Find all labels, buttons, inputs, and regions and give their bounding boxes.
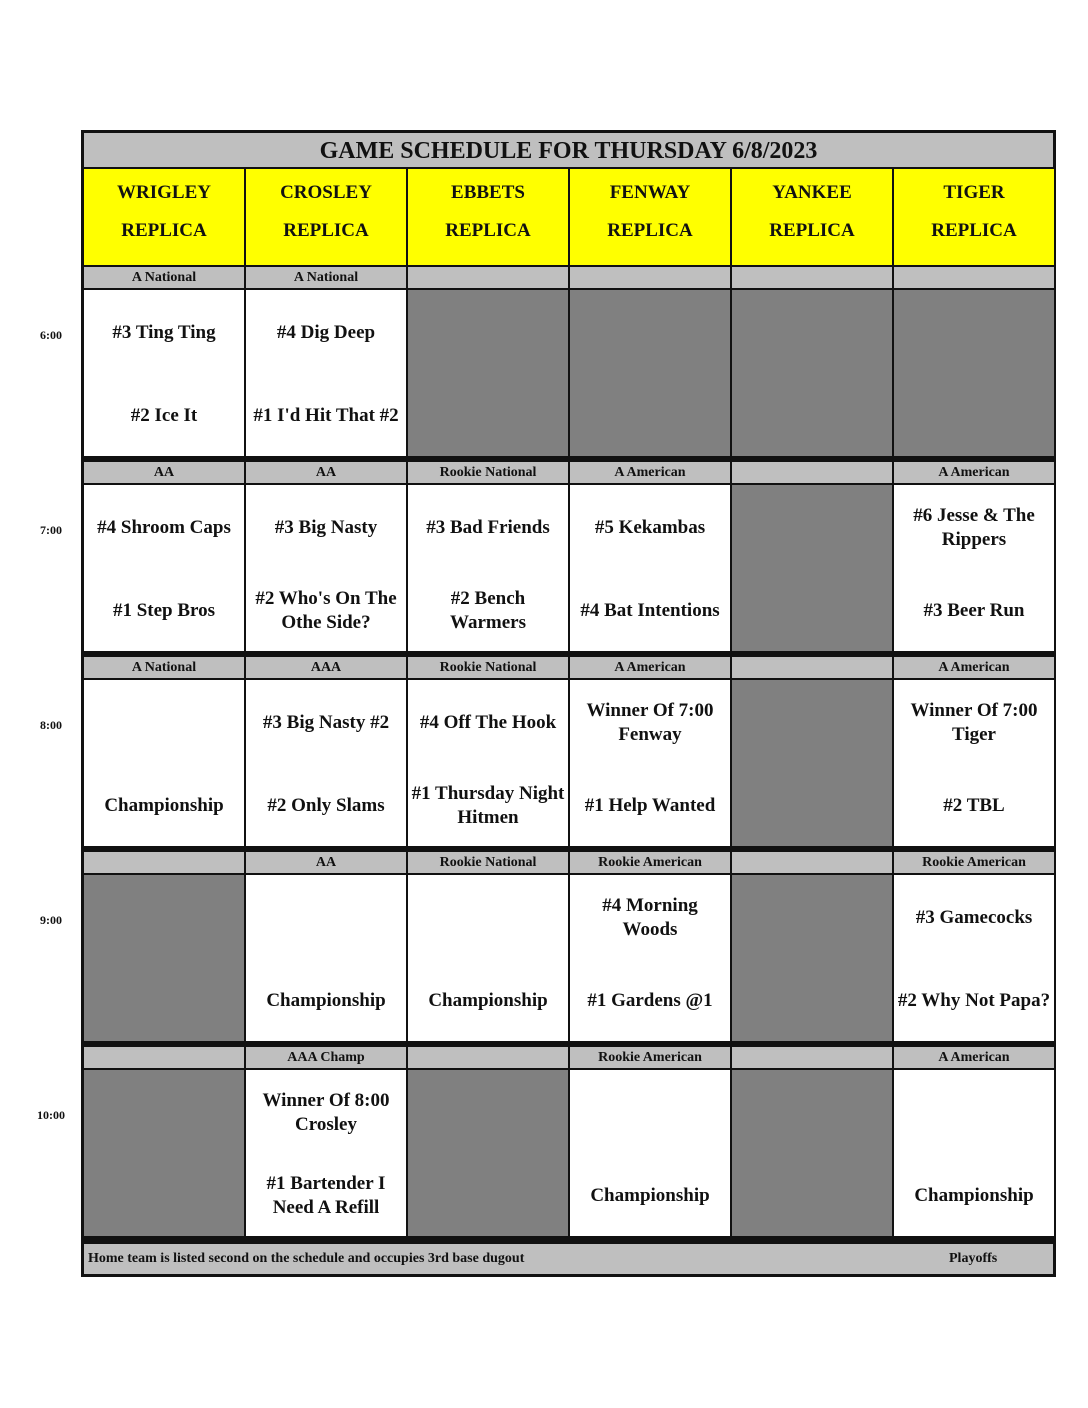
home-team: #2 Ice It [130,405,198,426]
division-label: A National [84,657,244,678]
empty-field-cell [408,290,568,456]
away-team: #6 Jesse & The Rippers [913,505,1035,550]
division-label: Rookie American [570,852,730,873]
footer-note: Home team is listed second on the schedule and occupies 3rd base dugout [88,1251,525,1266]
home-team: #1 Thursday Night Hitmen [411,783,565,828]
game-cell [246,680,406,846]
home-team: Championship [914,1185,1034,1206]
empty-field-cell [408,1070,568,1236]
division-label: Rookie American [894,852,1054,873]
away-team: #3 Big Nasty [274,517,378,538]
away-team: #4 Shroom Caps [97,517,231,538]
field-subtitle: REPLICA [283,220,369,241]
game-cell [894,485,1054,651]
field-header-wrigley [84,169,244,265]
game-cell [246,875,406,1041]
game-cell [408,485,568,651]
away-team: Winner Of 7:00 Fenway [586,700,714,745]
field-subtitle: REPLICA [121,220,207,241]
home-team: #2 Only Slams [267,795,385,816]
field-subtitle: REPLICA [445,220,531,241]
away-team: #3 Gamecocks [915,907,1033,928]
division-label [732,1047,892,1068]
away-team: #4 Dig Deep [276,322,376,343]
division-label [732,462,892,483]
away-team: #3 Big Nasty #2 [262,712,390,733]
field-name: YANKEE [772,182,852,203]
division-label: Rookie National [408,657,568,678]
division-label: A National [84,267,244,288]
division-label: A American [894,657,1054,678]
field-name: EBBETS [451,182,525,203]
division-label: Rookie American [570,1047,730,1068]
game-cell [570,680,730,846]
division-label [408,1047,568,1068]
game-cell [84,680,244,846]
home-team: #1 I'd Hit That #2 [253,405,399,426]
away-team: #3 Bad Friends [426,517,550,538]
division-label [732,657,892,678]
away-team [573,1070,727,1156]
game-cell [570,1070,730,1236]
home-team: Championship [104,795,224,816]
away-team: #3 Ting Ting [112,322,216,343]
time-label: 7:00 [40,523,62,537]
division-label: Rookie National [408,462,568,483]
empty-field-cell [570,290,730,456]
game-cell [246,485,406,651]
game-cell [84,290,244,456]
game-cell [570,875,730,1041]
field-subtitle: REPLICA [769,220,855,241]
field-header-fenway [570,169,730,265]
home-team: Championship [266,990,386,1011]
away-team: Winner Of 8:00 Crosley [262,1090,390,1135]
game-cell [408,680,568,846]
division-label: A American [894,1047,1054,1068]
division-label: A American [570,462,730,483]
time-label: 8:00 [40,718,62,732]
empty-field-cell [84,1070,244,1236]
home-team: #4 Bat Intentions [580,600,720,621]
division-label: AAA Champ [246,1047,406,1068]
division-label: Rookie National [408,852,568,873]
empty-field-cell [84,875,244,1041]
division-label [84,852,244,873]
away-team: #4 Morning Woods [602,895,698,940]
field-name: CROSLEY [280,182,372,203]
game-cell [894,875,1054,1041]
time-label: 6:00 [40,328,62,342]
empty-field-cell [732,290,892,456]
field-header-tiger [894,169,1054,265]
division-label [732,267,892,288]
home-team: #2 Bench Warmers [450,588,526,633]
division-label [894,267,1054,288]
division-label: AAA [246,657,406,678]
empty-field-cell [732,680,892,846]
home-team: #1 Gardens @1 [587,990,713,1011]
division-label: AA [246,852,406,873]
game-cell [570,485,730,651]
home-team: #2 Who's On The Othe Side? [255,588,397,633]
field-name: WRIGLEY [117,182,211,203]
division-label: AA [84,462,244,483]
away-team [249,875,403,961]
game-cell [894,1070,1054,1236]
empty-field-cell [732,875,892,1041]
division-label [84,1047,244,1068]
footer-playoffs: Playoffs [949,1251,998,1266]
time-label: 10:00 [37,1108,65,1122]
field-header-yankee [732,169,892,265]
home-team: #1 Bartender I Need A Refill [266,1173,386,1218]
division-label: A American [894,462,1054,483]
home-team: #2 TBL [943,795,1005,816]
away-team: #5 Kekambas [594,517,706,538]
home-team: Championship [590,1185,710,1206]
game-cell [246,1070,406,1236]
game-cell [84,485,244,651]
home-team: #3 Beer Run [923,600,1025,621]
schedule-sheet [81,130,1056,1277]
away-team: Winner Of 7:00 Tiger [910,700,1038,745]
game-cell [408,875,568,1041]
game-cell [894,680,1054,846]
field-subtitle: REPLICA [931,220,1017,241]
away-team: #4 Off The Hook [419,712,557,733]
away-team [897,1070,1051,1156]
home-team: #1 Help Wanted [584,795,716,816]
field-subtitle: REPLICA [607,220,693,241]
game-cell [246,290,406,456]
empty-field-cell [894,290,1054,456]
field-header-crosley [246,169,406,265]
schedule-title: GAME SCHEDULE FOR THURSDAY 6/8/2023 [84,133,1053,167]
field-name: TIGER [943,182,1005,203]
time-label: 9:00 [40,913,62,927]
home-team: Championship [428,990,548,1011]
away-team [87,680,241,766]
empty-field-cell [732,485,892,651]
division-label [408,267,568,288]
home-team: #2 Why Not Papa? [897,990,1051,1011]
division-label: A American [570,657,730,678]
schedule-footer [84,1244,1053,1274]
empty-field-cell [732,1070,892,1236]
field-header-ebbets [408,169,568,265]
division-label [570,267,730,288]
away-team [411,875,565,961]
division-label: AA [246,462,406,483]
home-team: #1 Step Bros [112,600,216,621]
division-label: A National [246,267,406,288]
division-label [732,852,892,873]
field-name: FENWAY [609,182,691,203]
